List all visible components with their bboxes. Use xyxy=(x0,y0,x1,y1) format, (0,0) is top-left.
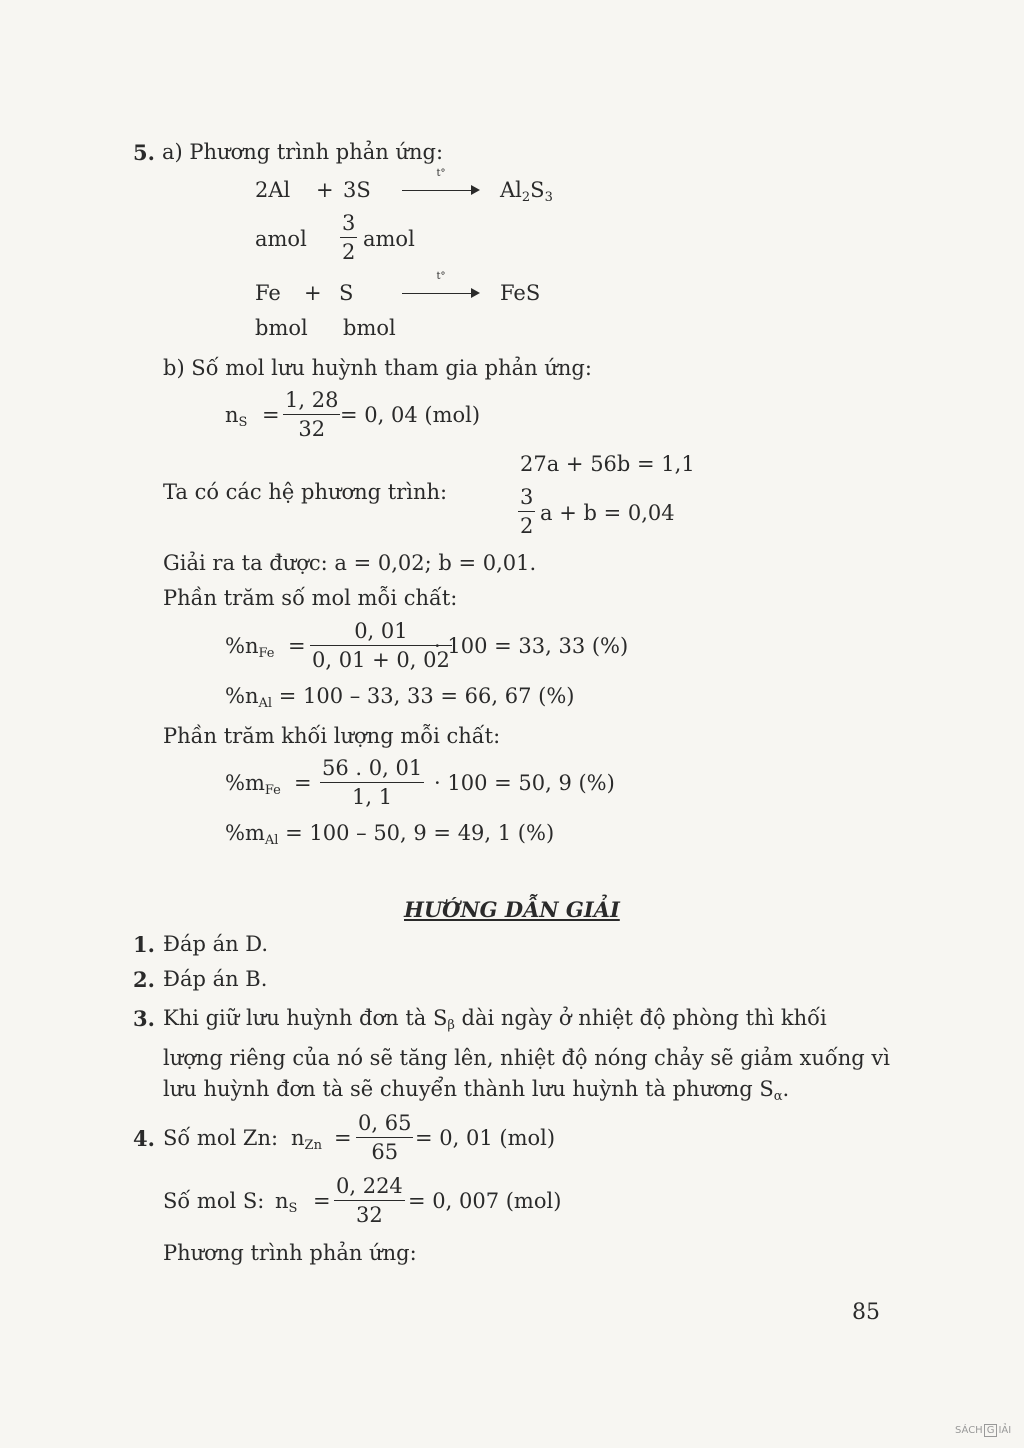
equals: = xyxy=(262,403,280,427)
temperature-label: t° xyxy=(436,271,446,282)
equals: = xyxy=(313,1189,331,1213)
plus-sign: + xyxy=(316,178,334,202)
plus-sign: + xyxy=(304,281,322,305)
pct-mal: $\%m_{Al} = 100 - 50$, 9 = 49, 1 (%) xyxy=(225,821,555,848)
product-fes: FeS xyxy=(500,281,541,305)
ns-result: = 0, 007 (mol) xyxy=(408,1189,562,1213)
reactant-al: 2Al xyxy=(255,178,291,202)
product-al2s3: $Al_2S_3$ xyxy=(500,178,553,205)
reaction-arrow xyxy=(402,271,480,303)
mol-b-right: bmol xyxy=(343,316,396,340)
equals: = xyxy=(288,634,306,658)
pct-mass-label: Phần trăm khối lượng mỗi chất: xyxy=(163,724,501,748)
fraction-3-2: $\frac{3}{2}$ xyxy=(520,485,534,538)
reaction-arrow xyxy=(402,168,480,200)
reactant-fe: Fe xyxy=(255,281,281,305)
pct-nfe-result: · 100 = 33, 33 (%) xyxy=(434,634,629,658)
answer-text: Đáp án D. xyxy=(163,932,269,956)
nzn-lhs: $n_{Zn}$ xyxy=(291,1126,322,1153)
answer-3-line-1: Khi giữ lưu huỳnh đơn tà $S_\beta$ dài ngày ở nhiệt độ phòng thì khối xyxy=(163,1006,827,1033)
equals: = xyxy=(334,1126,352,1150)
answer-number: 4. xyxy=(133,1126,155,1151)
equals: = xyxy=(294,771,312,795)
reaction-label: Phương trình phản ứng: xyxy=(163,1241,417,1265)
part-b-label: b) Số mol lưu huỳnh tham gia phản ứng: xyxy=(163,356,592,380)
pct-mfe-result: · 100 = 50, 9 (%) xyxy=(434,771,615,795)
watermark-logo: SÁCH G IẢI xyxy=(955,1425,1012,1436)
page-number: 85 xyxy=(852,1300,880,1325)
answer-number: 1. xyxy=(133,932,155,957)
pct-mol-label: Phần trăm số mol mỗi chất: xyxy=(163,586,458,610)
part-a-label: a) Phương trình phản ứng: xyxy=(162,140,444,164)
answer-3-line-3: lưu huỳnh đơn tà sẽ chuyển thành lưu huỳnh tà phương $S_\alpha$. xyxy=(163,1077,790,1104)
fraction-zn: $\frac{0, 65}{65}$ xyxy=(358,1111,412,1164)
ns-result: = 0, 04 (mol) xyxy=(340,403,481,427)
fraction-mfe: $\frac{56 . 0, 01}{1, 1}$ xyxy=(322,756,423,809)
reactant-s: S xyxy=(339,281,354,305)
section-heading: HƯỚNG DẪN GIẢI xyxy=(404,897,620,922)
pct-nal: $\%n_{Al} = 100 - 33$, 33 = 66, 67 (%) xyxy=(225,684,575,711)
mol-a-right: amol xyxy=(363,227,415,251)
reactant-s: 3S xyxy=(343,178,371,202)
mol-b: bmol xyxy=(255,316,308,340)
nzn-result: = 0, 01 (mol) xyxy=(415,1126,556,1150)
question-number: 5. xyxy=(133,140,155,165)
answer-number: 2. xyxy=(133,967,155,992)
fraction-nfe: $\frac{0, 01}{0, 01 + 0, 02}$ xyxy=(312,619,450,672)
ns-lhs: $n_S$ xyxy=(275,1189,298,1216)
solution-line: Giải ra ta được: a = 0,02; b = 0,01. xyxy=(163,551,537,575)
fraction-3-2: $\frac{3}{2}$ xyxy=(342,211,356,264)
system-label: Ta có các hệ phương trình: xyxy=(163,480,448,504)
system-eq-2: a + b = 0,04 xyxy=(540,501,675,525)
fraction-ns: $\frac{1, 28}{32}$ xyxy=(285,388,339,441)
fraction-s: $\frac{0, 224}{32}$ xyxy=(336,1174,403,1227)
pct-mfe-lhs: $\%m_{Fe}$ xyxy=(225,771,281,798)
pct-nfe-lhs: $\%n_{Fe}$ xyxy=(225,634,275,661)
answer-number: 3. xyxy=(133,1006,155,1031)
ns-lhs: $n_S$ xyxy=(225,403,248,430)
answer-3-line-2: lượng riêng của nó sẽ tăng lên, nhiệt độ nóng chảy sẽ giảm xuống vì xyxy=(163,1046,890,1070)
answer-text: Đáp án B. xyxy=(163,967,268,991)
system-eq-1: 27a + 56b = 1,1 xyxy=(520,452,695,476)
temperature-label: t° xyxy=(436,168,446,179)
mol-a: amol xyxy=(255,227,307,251)
s-label: Số mol S: xyxy=(163,1189,265,1213)
zn-label: Số mol Zn: xyxy=(163,1126,279,1150)
